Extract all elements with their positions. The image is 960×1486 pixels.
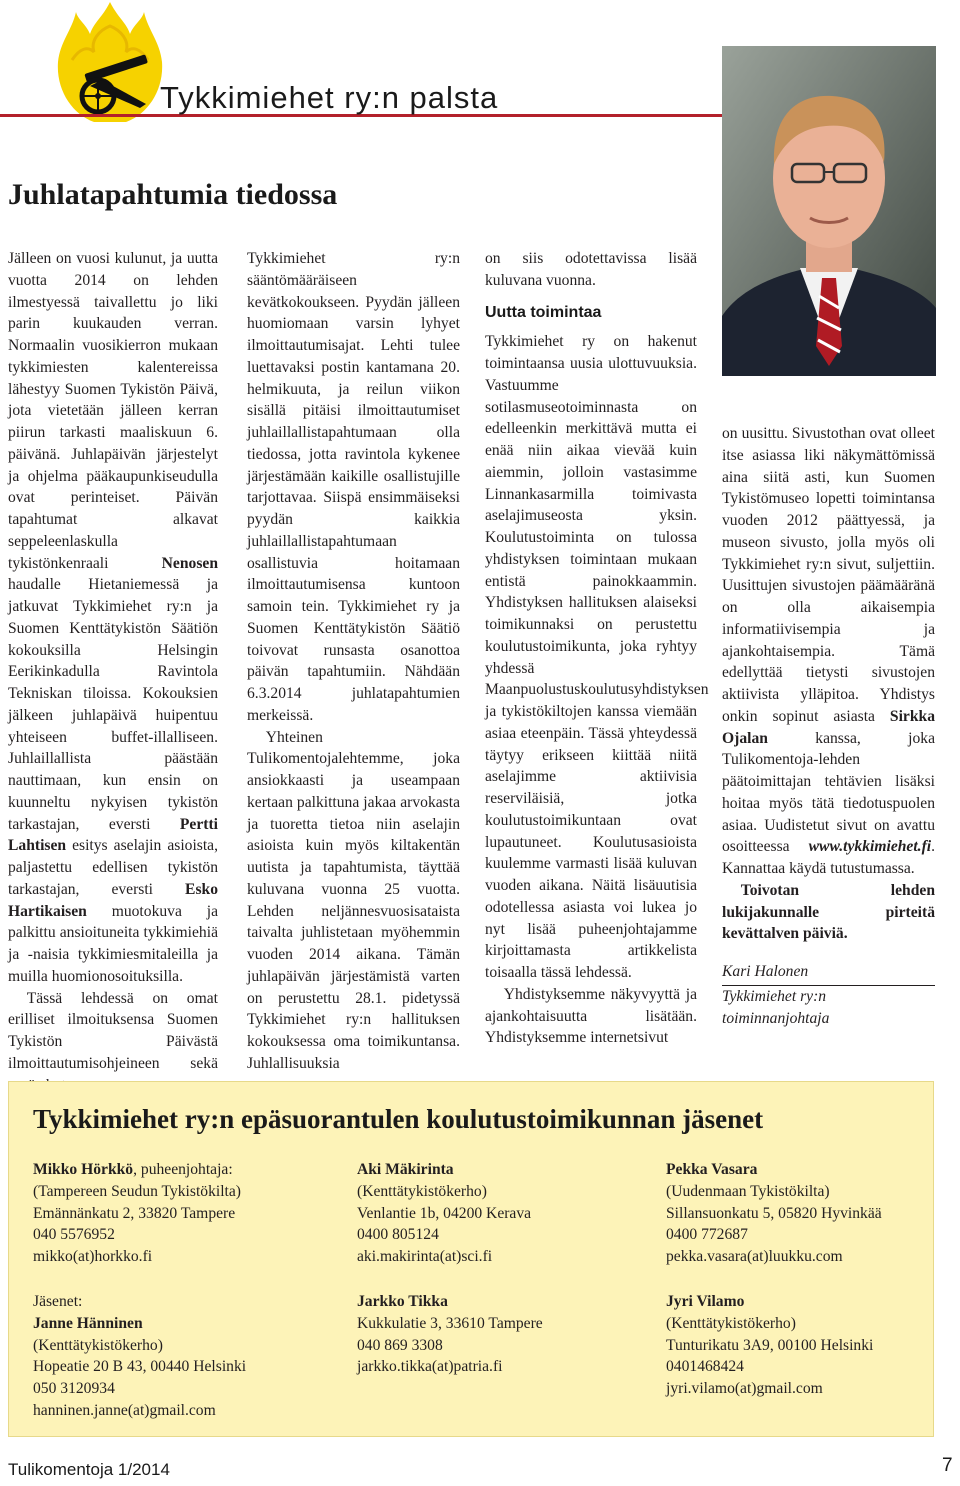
member-org: (Tampereen Seudun Tykistökilta) [33, 1182, 241, 1200]
member-role: , puheenjohtaja: [133, 1161, 233, 1178]
member-entry [357, 1291, 543, 1378]
paragraph: Tykkimiehet ry:n sääntömääräiseen kevätkokoukseen. Pyydän jälleen huomiomaan varsin lyhyet ilmoittautumisajat. Lehti tulee luettavaksi postin kantamana 20. helmikuuta, ja reilun viikon sisällä pitäisi ilmoittautumiset juhlaillallistapahtumaan olla tiedossa, jotta ravintola kykenee järjestämään kaikille osallistujille tarjottavaa. Siispä ensimmäiseksi pyydän kaikkia juhlaillallistapahtumaan osallistuvia hoitamaan ilmoittautumisensa kuntoon samoin tein. Tykkimiehet ry ja Suomen Kenttätykistön Säätiö toivovat runsasta osanottoa päivän tapahtumiin. Nähdään 6.3.2014 juhlatapahtumien merkeissä. [247, 250, 460, 724]
member-org: (Kenttätykistökerho) [666, 1314, 796, 1332]
article-column-4 [722, 423, 935, 1029]
member-address: Hopeatie 20 B 43, 00440 Helsinki [33, 1358, 247, 1376]
member-entry [666, 1291, 873, 1400]
text-run: muotokuva ja palkittu ansioituneita tykkimiehiä ja -naisia tykkimiesmitaleilla ja muilla huomionosoituksilla. [8, 902, 218, 985]
member-email: jyri.vilamo(at)gmail.com [666, 1380, 823, 1397]
member-address: Kukkulatie 3, 33610 Tampere [357, 1314, 543, 1332]
paragraph: Yhdistyksemme näkyvyyttä ja ajankohtaisuutta lisätään. Yhdistyksemme internetsivut [485, 985, 697, 1047]
member-name: Pekka Vasara [666, 1161, 758, 1178]
committee-title: Tykkimiehet ry:n epäsuorantulen koulutustoimikunnan jäsenet [33, 1104, 764, 1134]
paragraph [722, 423, 935, 880]
signature-role: Tykkimiehet ry:n toiminnanjohtaja [722, 987, 830, 1027]
association-logo [50, 0, 170, 140]
bold-name: Sirkka Ojalan [722, 707, 935, 747]
member-entry [357, 1159, 531, 1268]
paragraph: Tykkimiehet ry on hakenut toimintaansa uusia ulottuvuuksia. Vastuumme sotilasmuseotoiminnasta on edelleenkin merkittävä mutta ei enää niin aikaa vievää kuin aiemmin, jolloin vastasimme Linnankasarmilla toimivasta aselajimuseosta yksin. Koulutustoiminta on tulossa yhdistyksen toimintaan mukaan entistä painokkaammin. Yhdistyksen hallituksen alaiseksi toimikunnaksi on perustettu koulutustoimikunta, joka ryhtyy yhdessä Maanpuolustuskoulutusyhdistyksen ja tykistökiltojen kanssa viemään asiaa eteenpäin. Tässä yhteydessä täytyy erikseen kiittää niitä aselajimme aktiivisia reserviläisiä, jotka koulutustoimikuntaan ovat lupautuneet. Koulutusasioista kuulemme varmasti lisää kuluvan vuoden aikana. Näitä lisäuutisia odotellessa asiasta voi lukea jo nyt lisää puheenjohtajamme kirjoittamasta artikkelista toisaalla tässä lehdessä. [485, 333, 709, 981]
member-org: (Kenttätykistökerho) [357, 1182, 487, 1200]
website-link[interactable]: www.tykkimiehet.fi [808, 838, 932, 856]
member-address: Venlantie 1b, 04200 Kerava [357, 1204, 532, 1222]
text-run: Jälleen on vuosi kulunut, ja uutta vuotta 2014 on lehden ilmestyessä taivallettu jo liki parin kuukauden verran. Normaalin vuosikierron mukaan tykkimiesten kalentereissa lähestyy Suomen Tykistön Päivä, jota vietetään jälleen kerran piirun tarkasti maaliskuun 6. päivänä. Juhlapäivän järjestelyt ja ohjelma pääkaupunkiseudulla ovat perinteiset. Päivän tapahtumat alkavat seppeleenlaskulla tykistönkenraali [8, 250, 218, 572]
text-run: esitys aselajin asioista, paljastettu edellisen tykistön tarkastajan, eversti [8, 837, 218, 898]
bold-name: Esko Hartikaisen [8, 880, 218, 920]
column-title: Tykkimiehet ry:n palsta [160, 80, 499, 115]
members-label: Jäsenet: [33, 1293, 83, 1310]
member-name: Jyri Vilamo [666, 1293, 745, 1310]
paragraph: Yhteinen Tulikomentojalehtemme, joka ansiokkaasti ja useampaan kertaan palkittuna jakaa arvokasta ja tuoretta tietoa niin aselajin asioista kuin myös kiltakentän uutista ja tapahtumista, täyttää kuluvana vuonna 25 vuotta. Lehden neljännesvuosisataista taivalta juhlistetaan myöhemmin vuoden 2014 aikana. Tämän juhlapäivän järjestämistä varten on perustettu 28.1. pidetyssä Tykkimiehet ry:n hallituksen kokouksessa oma toimikuntansa. Juhlallisuuksia [247, 728, 460, 1072]
page-number: 7 [942, 1455, 953, 1476]
member-phone: 040 5576952 [33, 1226, 115, 1244]
section-subheading: Uutta toimintaa [485, 303, 602, 321]
member-phone: 040 869 3308 [357, 1336, 443, 1354]
member-phone: 0400 772687 [666, 1226, 748, 1244]
paragraph: Tässä lehdessä on omat erilliset ilmoituksensa Suomen Tykistön Päivästä ilmoittautumisohjeineen sekä [8, 989, 218, 1072]
member-entry [666, 1159, 882, 1268]
committee-box [8, 1081, 934, 1437]
member-email: mikko(at)horkko.fi [33, 1248, 153, 1265]
paragraph [8, 248, 218, 988]
member-name: Janne Hänninen [33, 1314, 143, 1332]
member-name: Mikko Hörkkö [33, 1161, 134, 1178]
member-email: hanninen.janne(at)gmail.com [33, 1401, 216, 1419]
publication-issue: Tulikomentoja 1/2014 [8, 1460, 170, 1479]
member-phone: 0400 805124 [357, 1226, 439, 1244]
member-name: Aki Mäkirinta [357, 1161, 454, 1178]
article-column-1 [8, 248, 218, 1096]
paragraph: on siis odotettavissa lisää kuluvana vuonna. [485, 250, 697, 289]
member-email: pekka.vasara(at)luukku.com [666, 1248, 843, 1265]
article-headline: Juhlatapahtumia tiedossa [8, 178, 338, 211]
text-run: kanssa, joka Tulikomentoja-lehden päätoimittajan tehtävien lisäksi hoitaa myös tätä tiedotuspuolen asiaa. Uudistetut sivut on avattu osoitteessa [722, 729, 935, 856]
article-column-2 [247, 248, 460, 1075]
member-phone: 050 3120934 [33, 1380, 115, 1397]
member-entry [33, 1159, 241, 1268]
text-run: haudalle Hietaniemessä ja jatkuvat Tykkimiehet ry:n ja Suomen Kenttätykistön Säätiön kokouksilla Helsingin Eerikinkadulla Ravintola Tekniskan tiloissa. Kokouksien jälkeen juhlapäivä huipentuu yhteiseen buffet-illalliseen. Juhlaillallista päästään nauttimaan, kun ensin on kuunneltu nykyisen tykistön tarkastajan, eversti [8, 576, 218, 833]
closing-greeting: Toivotan lehden lukijakunnalle pirteitä kevättalven päiviä. [722, 881, 935, 943]
member-entry [33, 1291, 246, 1422]
member-address: Tunturikatu 3A9, 00100 Helsinki [666, 1336, 874, 1354]
member-email: jarkko.tikka(at)patria.fi [357, 1358, 503, 1376]
text-run: . Kannattaa käydä tutustumassa. [722, 838, 935, 877]
bold-name: Pertti Lahtisen [8, 815, 218, 855]
bold-name: Nenosen [161, 554, 218, 572]
member-org: (Uudenmaan Tykistökilta) [666, 1182, 830, 1200]
signature-name: Kari Halonen [722, 961, 935, 986]
member-address: Emännänkatu 2, 33820 Tampere [33, 1204, 236, 1222]
member-address: Sillansuonkatu 5, 05820 Hyvinkää [666, 1204, 882, 1222]
member-phone: 0401468424 [666, 1358, 744, 1376]
text-run: on uusittu. Sivustothan ovat olleet itse asiassa liki näkymättömissä aina siitä asti, kun Suomen Tykistömuseo lopetti toimintansa vuoden 2012 päättyessä, ja museon sivusto, jolla myös oli Tykkimiehet ry:n sivut, suljettiin. Uusittujen sivustojen päämääränä on olla aikaisempia informatiivisempia ja ajankohtaisempia. Tämä edellyttää tietysti sivustojen aktiivista ylläpitoa. Yhdistys onkin sopinut asiasta [722, 425, 935, 725]
article-column-3 [485, 248, 709, 1049]
author-portrait-photo [722, 46, 936, 376]
member-name: Jarkko Tikka [357, 1293, 448, 1310]
member-email: aki.makirinta(at)sci.fi [357, 1248, 493, 1265]
member-org: (Kenttätykistökerho) [33, 1336, 163, 1354]
